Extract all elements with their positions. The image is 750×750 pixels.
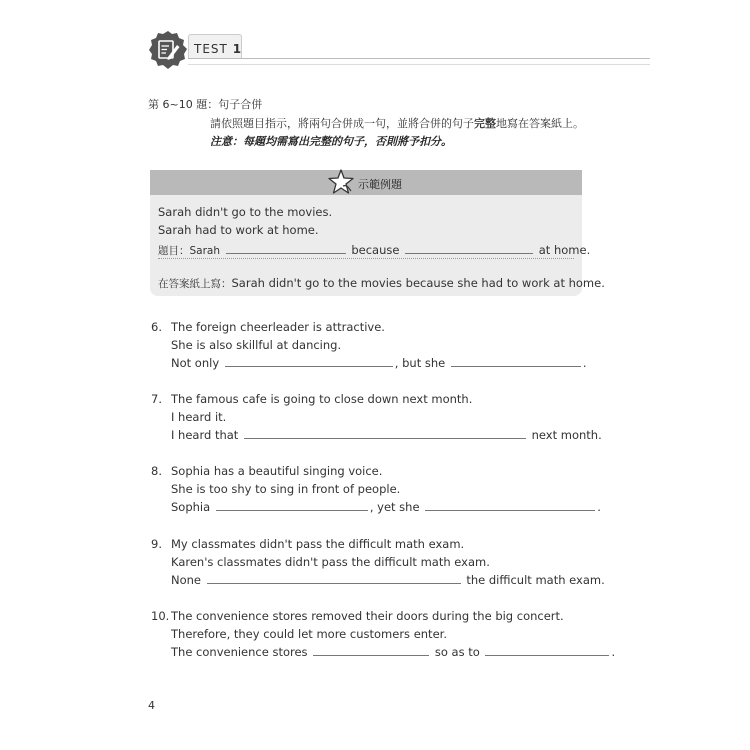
example-prompt: 題目：Sarah because at home. — [158, 243, 591, 257]
section-title: 第 6~10 題：句子合併 — [148, 98, 263, 111]
answer-blank — [225, 354, 393, 367]
question-9: 9. My classmates didn't pass the difficult math exam. Karen's classmates didn't pass the difficult math exam. None the difficult math exam. — [151, 537, 605, 587]
instruction-text: 請依照題目指示，將兩句合併成一句，並將合併的句子完整地寫在答案紙上。 — [210, 117, 584, 130]
example-title: 示範例題 — [358, 178, 402, 191]
example-divider — [158, 258, 574, 259]
answer-blank — [226, 241, 346, 254]
header-rule — [188, 58, 650, 59]
question-7: 7. The famous cafe is going to close down next month. I heard it. I heard that next month. — [151, 392, 602, 442]
instruction-emphasis: 完整 — [474, 117, 496, 130]
page-number: 4 — [148, 699, 155, 712]
example-answer: 在答案紙上寫：Sarah didn't go to the movies because she had to work at home. — [158, 276, 605, 290]
header-rule-secondary — [188, 64, 650, 65]
test-label: TEST 1 — [194, 42, 243, 56]
example-sentence-1: Sarah didn't go to the movies. — [158, 205, 333, 219]
example-box — [150, 170, 605, 296]
answer-blank — [216, 498, 368, 511]
question-10: 10. The convenience stores removed their doors during the big concert. Therefore, they could let more customers enter. The convenience stores so as to . — [151, 609, 616, 659]
answer-blank — [451, 354, 581, 367]
test-number: 1 — [232, 42, 243, 56]
example-sentence-2: Sarah had to work at home. — [158, 223, 319, 237]
answer-blank — [313, 643, 429, 656]
question-6: 6. The foreign cheerleader is attractive. She is also skillful at dancing. Not only , but she . — [151, 320, 587, 370]
answer-blank — [425, 498, 595, 511]
answer-blank — [405, 241, 533, 254]
instruction-note: 注意：每題均需寫出完整的句子，否則將予扣分。 — [210, 135, 452, 148]
answer-blank — [207, 571, 461, 584]
question-8: 8. Sophia has a beautiful singing voice. She is too shy to sing in front of people. Sophia , yet she . — [151, 464, 601, 514]
answer-blank — [485, 643, 609, 656]
answer-blank — [244, 426, 526, 439]
star-hand-icon — [326, 167, 356, 197]
pencil-on-paper-icon — [148, 30, 188, 70]
